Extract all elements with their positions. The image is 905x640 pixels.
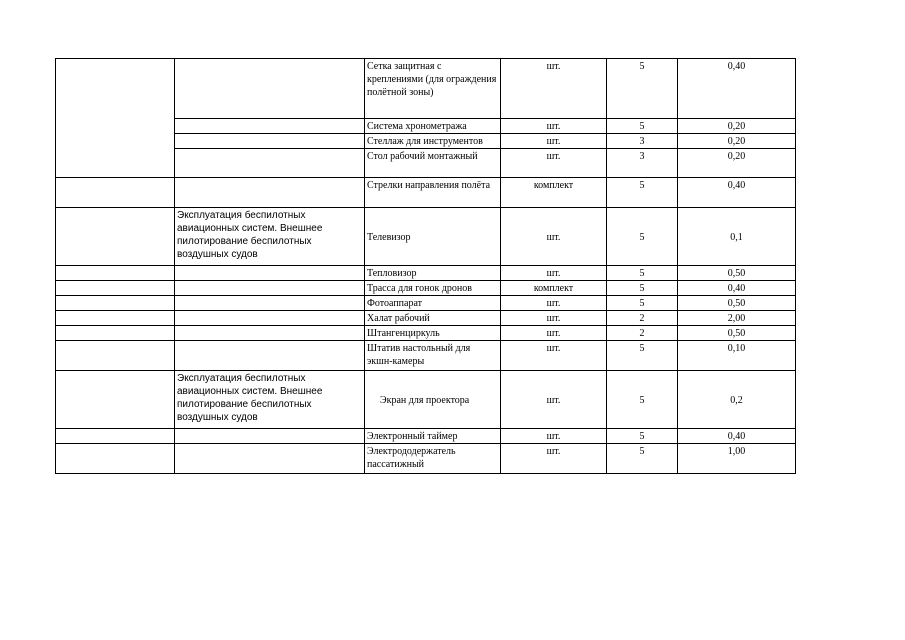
section-cell	[175, 281, 365, 296]
row-group-cell	[56, 208, 175, 266]
section-cell	[175, 266, 365, 281]
quantity-cell: 5	[607, 341, 678, 371]
table-row	[56, 444, 796, 474]
table-row	[56, 429, 796, 444]
table-row	[56, 59, 796, 119]
unit-cell: шт.	[501, 311, 607, 326]
item-name-cell: Электронный таймер	[365, 429, 501, 444]
unit-cell: шт.	[501, 326, 607, 341]
item-name-cell: Стеллаж для инструментов	[365, 134, 501, 149]
item-name-cell: Халат рабочий	[365, 311, 501, 326]
section-cell: Эксплуатация беспилотных авиационных систем. Внешнее пилотирование беспилотных воздушных судов	[175, 371, 365, 429]
unit-cell: шт.	[501, 341, 607, 371]
equipment-table	[55, 58, 796, 474]
row-group-cell	[56, 371, 175, 429]
quantity-cell: 5	[607, 444, 678, 474]
section-cell	[175, 119, 365, 134]
quantity-cell: 2	[607, 311, 678, 326]
value-cell: 0,50	[678, 266, 796, 281]
value-cell: 0,20	[678, 119, 796, 134]
value-cell: 0,40	[678, 429, 796, 444]
value-cell: 0,40	[678, 59, 796, 119]
table-row	[56, 208, 796, 266]
unit-cell: шт.	[501, 296, 607, 311]
section-cell	[175, 326, 365, 341]
section-cell	[175, 149, 365, 178]
row-group-cell	[56, 266, 175, 281]
section-cell	[175, 444, 365, 474]
value-cell: 0,20	[678, 134, 796, 149]
section-cell	[175, 429, 365, 444]
quantity-cell: 5	[607, 371, 678, 429]
row-group-cell	[56, 341, 175, 371]
section-cell	[175, 311, 365, 326]
table-row	[56, 311, 796, 326]
item-name-cell: Система хронометража	[365, 119, 501, 134]
item-name-cell: Штангенциркуль	[365, 326, 501, 341]
item-name-cell: Стрелки направления полёта	[365, 178, 501, 208]
quantity-cell: 5	[607, 281, 678, 296]
item-name-cell: Стол рабочий монтажный	[365, 149, 501, 178]
value-cell: 0,2	[678, 371, 796, 429]
value-cell: 0,10	[678, 341, 796, 371]
value-cell: 0,1	[678, 208, 796, 266]
unit-cell: шт.	[501, 444, 607, 474]
table-row	[56, 296, 796, 311]
section-cell	[175, 341, 365, 371]
item-name-cell: Экран для проектора	[365, 371, 501, 429]
value-cell: 0,40	[678, 281, 796, 296]
value-cell: 0,40	[678, 178, 796, 208]
unit-cell: комплект	[501, 281, 607, 296]
unit-cell: шт.	[501, 149, 607, 178]
table-row	[56, 326, 796, 341]
unit-cell: шт.	[501, 266, 607, 281]
row-group-cell	[56, 296, 175, 311]
item-name-cell: Сетка защитная с креплениями (для ограждения полётной зоны)	[365, 59, 501, 119]
unit-cell: шт.	[501, 429, 607, 444]
item-name-cell: Тепловизор	[365, 266, 501, 281]
section-cell	[175, 296, 365, 311]
quantity-cell: 3	[607, 134, 678, 149]
unit-cell: шт.	[501, 119, 607, 134]
unit-cell: шт.	[501, 59, 607, 119]
row-group-cell	[56, 326, 175, 341]
item-name-cell: Телевизор	[365, 208, 501, 266]
value-cell: 0,50	[678, 296, 796, 311]
unit-cell: шт.	[501, 371, 607, 429]
table-row	[56, 341, 796, 371]
quantity-cell: 5	[607, 429, 678, 444]
item-name-cell: Электрододержатель пассатижный	[365, 444, 501, 474]
item-name-cell: Штатив настольный для экшн-камеры	[365, 341, 501, 371]
section-cell	[175, 59, 365, 119]
row-group-cell	[56, 59, 175, 178]
quantity-cell: 5	[607, 178, 678, 208]
row-group-cell	[56, 311, 175, 326]
unit-cell: комплект	[501, 178, 607, 208]
quantity-cell: 5	[607, 296, 678, 311]
quantity-cell: 5	[607, 119, 678, 134]
table-row	[56, 371, 796, 429]
item-name-cell: Фотоаппарат	[365, 296, 501, 311]
table-row	[56, 178, 796, 208]
section-cell: Эксплуатация беспилотных авиационных систем. Внешнее пилотирование беспилотных воздушных судов	[175, 208, 365, 266]
quantity-cell: 2	[607, 326, 678, 341]
table-row	[56, 266, 796, 281]
item-name-cell: Трасса для гонок дронов	[365, 281, 501, 296]
quantity-cell: 5	[607, 208, 678, 266]
value-cell: 2,00	[678, 311, 796, 326]
table-row	[56, 281, 796, 296]
quantity-cell: 3	[607, 149, 678, 178]
row-group-cell	[56, 429, 175, 444]
section-cell	[175, 134, 365, 149]
row-group-cell	[56, 444, 175, 474]
row-group-cell	[56, 178, 175, 208]
unit-cell: шт.	[501, 134, 607, 149]
value-cell: 0,20	[678, 149, 796, 178]
value-cell: 1,00	[678, 444, 796, 474]
unit-cell: шт.	[501, 208, 607, 266]
row-group-cell	[56, 281, 175, 296]
section-cell	[175, 178, 365, 208]
quantity-cell: 5	[607, 266, 678, 281]
quantity-cell: 5	[607, 59, 678, 119]
value-cell: 0,50	[678, 326, 796, 341]
